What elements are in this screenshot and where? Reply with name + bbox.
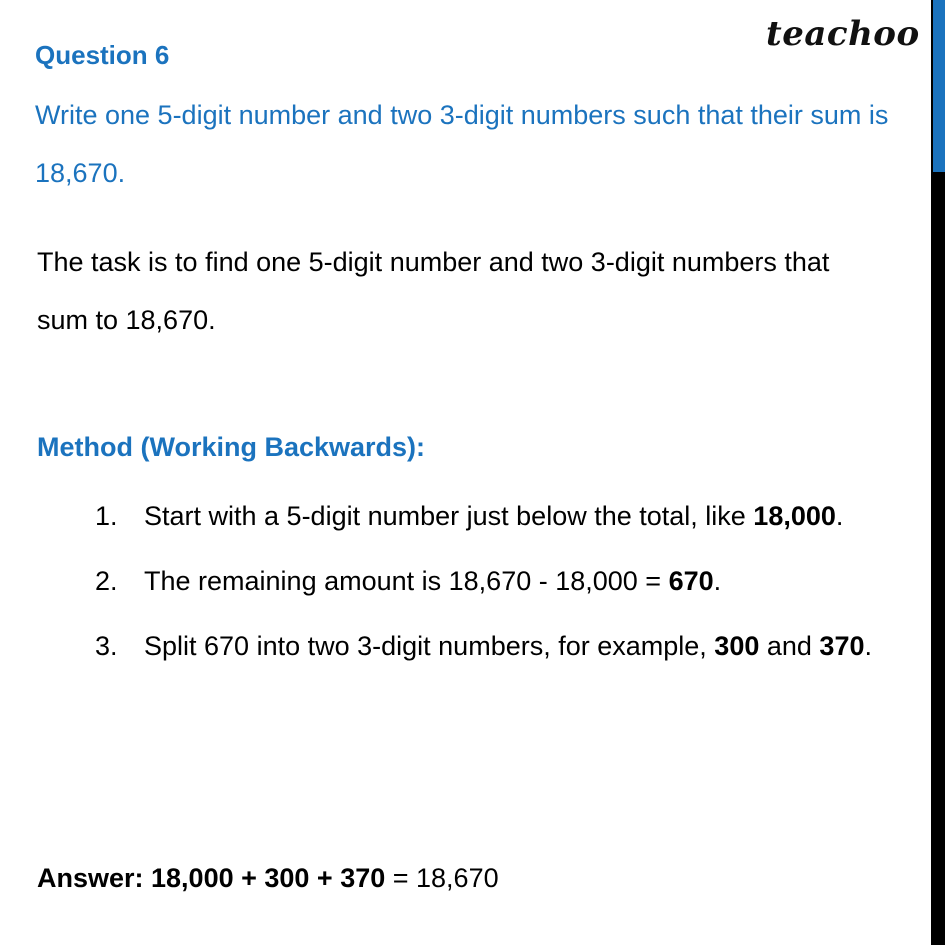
list-item [37,617,897,675]
answer-label: Answer: 18,000 + 300 + 370 [37,863,386,893]
step-text: . [864,631,872,661]
scrollbar[interactable] [931,0,945,945]
step-bold-value: 370 [819,631,865,661]
step-text: Split 670 into two 3-digit numbers, for example, [144,631,715,661]
intro-paragraph: The task is to find one 5-digit number and two 3-digit numbers that sum to 18,670. [37,247,830,335]
step-number: 1. [95,501,118,531]
step-number: 3. [95,631,118,661]
list-item [37,552,897,610]
step-text: and [759,631,820,661]
step-bold-value: 300 [714,631,760,661]
step-text: The remaining amount is 18,670 - 18,000 = [144,566,669,596]
step-text: Start with a 5-digit number just below the total, like [144,501,754,531]
teachoo-logo: teachoo [766,14,920,54]
answer-line [37,863,499,894]
step-number: 2. [95,566,118,596]
step-bold-value: 670 [668,566,714,596]
method-steps-list [37,487,897,682]
step-bold-value: 18,000 [753,501,836,531]
scrollbar-thumb[interactable] [933,0,945,172]
step-text: . [713,566,722,596]
question-text: Write one 5-digit number and two 3-digit numbers such that their sum is 18,670. [35,100,889,188]
question-label: Question 6 [35,40,170,70]
step-text: . [835,501,844,531]
answer-result: = 18,670 [385,863,499,893]
method-heading: Method (Working Backwards): [37,432,426,462]
list-item [37,487,897,545]
